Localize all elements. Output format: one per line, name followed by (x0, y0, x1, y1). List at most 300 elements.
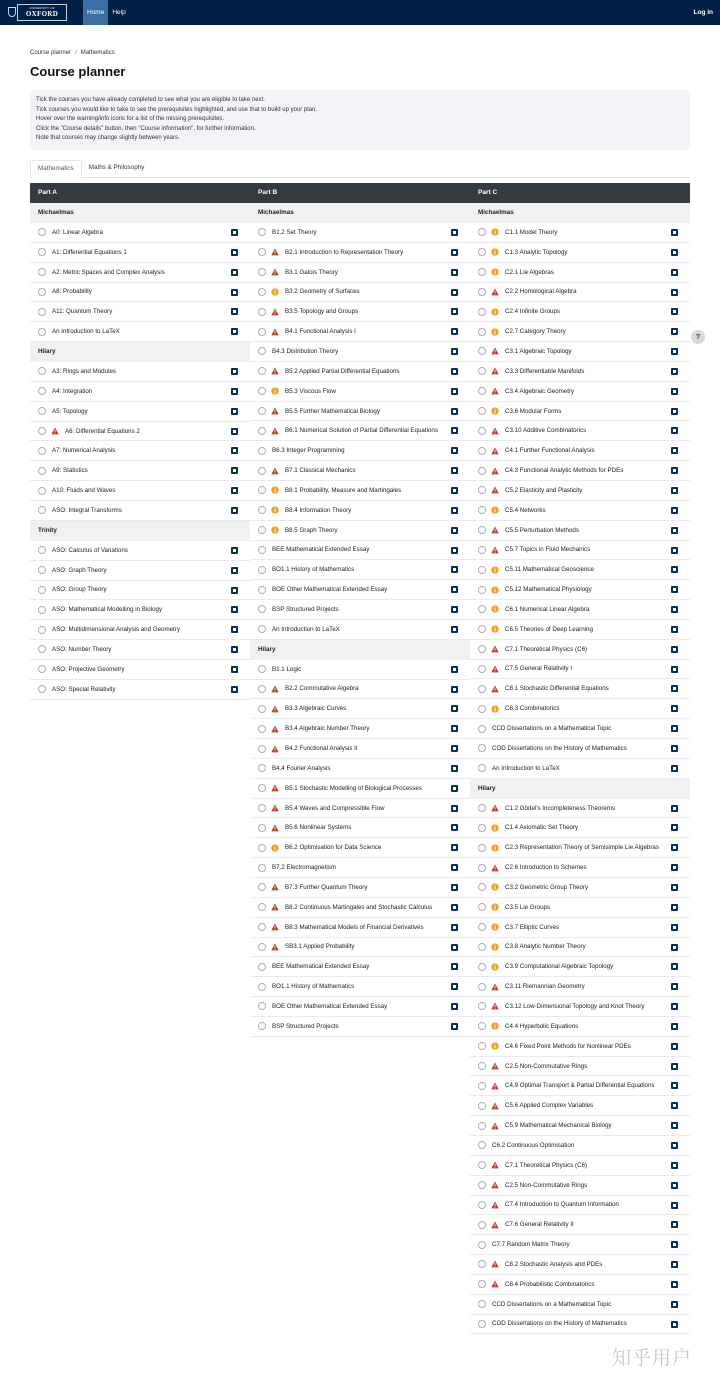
info-icon[interactable] (271, 486, 279, 494)
course-checkbox[interactable] (258, 407, 266, 415)
warning-icon[interactable] (271, 367, 279, 375)
course-details-button[interactable] (451, 408, 458, 415)
course-details-button[interactable] (451, 745, 458, 752)
warning-icon[interactable] (491, 447, 499, 455)
info-icon[interactable] (491, 963, 499, 971)
course-details-button[interactable] (671, 626, 678, 633)
info-icon[interactable] (491, 248, 499, 256)
course-details-button[interactable] (671, 447, 678, 454)
course-checkbox[interactable] (258, 804, 266, 812)
course-details-button[interactable] (671, 1221, 678, 1228)
course-checkbox[interactable] (478, 328, 486, 336)
course-checkbox[interactable] (258, 963, 266, 971)
course-details-button[interactable] (671, 1281, 678, 1288)
course-checkbox[interactable] (38, 506, 46, 514)
course-details-button[interactable] (671, 765, 678, 772)
course-details-button[interactable] (671, 229, 678, 236)
warning-icon[interactable] (491, 288, 499, 296)
course-checkbox[interactable] (38, 387, 46, 395)
course-checkbox[interactable] (258, 328, 266, 336)
warning-icon[interactable] (271, 268, 279, 276)
course-details-button[interactable] (671, 705, 678, 712)
course-checkbox[interactable] (258, 923, 266, 931)
course-checkbox[interactable] (478, 1161, 486, 1169)
info-icon[interactable] (271, 506, 279, 514)
course-checkbox[interactable] (478, 725, 486, 733)
course-details-button[interactable] (671, 467, 678, 474)
warning-icon[interactable] (491, 367, 499, 375)
warning-icon[interactable] (271, 824, 279, 832)
course-checkbox[interactable] (38, 586, 46, 594)
course-checkbox[interactable] (478, 467, 486, 475)
course-checkbox[interactable] (38, 467, 46, 475)
course-checkbox[interactable] (478, 387, 486, 395)
course-details-button[interactable] (231, 487, 238, 494)
course-checkbox[interactable] (478, 1022, 486, 1030)
course-checkbox[interactable] (258, 685, 266, 693)
warning-icon[interactable] (271, 725, 279, 733)
course-details-button[interactable] (451, 864, 458, 871)
course-checkbox[interactable] (478, 744, 486, 752)
course-checkbox[interactable] (38, 427, 46, 435)
course-details-button[interactable] (451, 527, 458, 534)
course-checkbox[interactable] (478, 1181, 486, 1189)
course-checkbox[interactable] (38, 407, 46, 415)
course-checkbox[interactable] (38, 487, 46, 495)
course-details-button[interactable] (671, 388, 678, 395)
course-details-button[interactable] (671, 884, 678, 891)
course-checkbox[interactable] (478, 605, 486, 613)
warning-icon[interactable] (491, 546, 499, 554)
course-details-button[interactable] (451, 725, 458, 732)
course-checkbox[interactable] (38, 308, 46, 316)
course-checkbox[interactable] (478, 1320, 486, 1328)
course-checkbox[interactable] (258, 288, 266, 296)
course-details-button[interactable] (451, 944, 458, 951)
course-checkbox[interactable] (478, 645, 486, 653)
course-details-button[interactable] (671, 586, 678, 593)
course-details-button[interactable] (671, 646, 678, 653)
course-details-button[interactable] (451, 328, 458, 335)
course-checkbox[interactable] (478, 1002, 486, 1010)
course-details-button[interactable] (451, 1003, 458, 1010)
info-icon[interactable] (271, 526, 279, 534)
course-details-button[interactable] (451, 765, 458, 772)
course-checkbox[interactable] (258, 725, 266, 733)
course-details-button[interactable] (451, 308, 458, 315)
course-checkbox[interactable] (38, 665, 46, 673)
course-checkbox[interactable] (258, 427, 266, 435)
course-checkbox[interactable] (38, 367, 46, 375)
course-checkbox[interactable] (478, 566, 486, 574)
course-details-button[interactable] (451, 963, 458, 970)
course-details-button[interactable] (231, 308, 238, 315)
course-details-button[interactable] (451, 805, 458, 812)
warning-icon[interactable] (491, 665, 499, 673)
course-details-button[interactable] (671, 408, 678, 415)
warning-icon[interactable] (491, 1082, 499, 1090)
warning-icon[interactable] (271, 308, 279, 316)
course-details-button[interactable] (671, 1241, 678, 1248)
course-checkbox[interactable] (478, 804, 486, 812)
info-icon[interactable] (491, 308, 499, 316)
course-checkbox[interactable] (478, 288, 486, 296)
course-details-button[interactable] (671, 904, 678, 911)
course-checkbox[interactable] (38, 645, 46, 653)
course-checkbox[interactable] (478, 407, 486, 415)
course-details-button[interactable] (451, 1023, 458, 1030)
course-checkbox[interactable] (38, 626, 46, 634)
course-checkbox[interactable] (258, 625, 266, 633)
course-details-button[interactable] (671, 527, 678, 534)
course-checkbox[interactable] (478, 764, 486, 772)
course-checkbox[interactable] (478, 447, 486, 455)
course-checkbox[interactable] (478, 546, 486, 554)
login-link[interactable]: Log in (693, 9, 713, 16)
course-checkbox[interactable] (478, 1141, 486, 1149)
course-details-button[interactable] (671, 1142, 678, 1149)
warning-icon[interactable] (271, 784, 279, 792)
course-checkbox[interactable] (478, 1042, 486, 1050)
course-details-button[interactable] (231, 606, 238, 613)
info-icon[interactable] (491, 903, 499, 911)
course-checkbox[interactable] (478, 248, 486, 256)
warning-icon[interactable] (491, 486, 499, 494)
course-details-button[interactable] (671, 1321, 678, 1328)
info-icon[interactable] (491, 1042, 499, 1050)
course-checkbox[interactable] (258, 248, 266, 256)
course-details-button[interactable] (451, 427, 458, 434)
nav-home[interactable]: Home (83, 0, 108, 25)
info-icon[interactable] (491, 268, 499, 276)
course-checkbox[interactable] (478, 923, 486, 931)
course-details-button[interactable] (671, 1043, 678, 1050)
warning-icon[interactable] (271, 943, 279, 951)
warning-icon[interactable] (491, 1002, 499, 1010)
course-details-button[interactable] (671, 963, 678, 970)
course-checkbox[interactable] (478, 943, 486, 951)
course-checkbox[interactable] (478, 1201, 486, 1209)
warning-icon[interactable] (491, 685, 499, 693)
course-details-button[interactable] (231, 368, 238, 375)
course-details-button[interactable] (671, 864, 678, 871)
course-checkbox[interactable] (478, 268, 486, 276)
course-checkbox[interactable] (478, 685, 486, 693)
course-details-button[interactable] (231, 249, 238, 256)
course-details-button[interactable] (671, 507, 678, 514)
info-icon[interactable] (271, 288, 279, 296)
course-details-button[interactable] (451, 904, 458, 911)
course-checkbox[interactable] (258, 745, 266, 753)
course-details-button[interactable] (671, 1102, 678, 1109)
warning-icon[interactable] (491, 1260, 499, 1268)
course-checkbox[interactable] (38, 248, 46, 256)
warning-icon[interactable] (51, 427, 59, 435)
course-checkbox[interactable] (38, 685, 46, 693)
course-details-button[interactable] (671, 1162, 678, 1169)
course-details-button[interactable] (451, 388, 458, 395)
info-icon[interactable] (491, 605, 499, 613)
course-details-button[interactable] (231, 587, 238, 594)
course-details-button[interactable] (231, 269, 238, 276)
warning-icon[interactable] (491, 467, 499, 475)
course-details-button[interactable] (231, 666, 238, 673)
course-details-button[interactable] (671, 427, 678, 434)
course-details-button[interactable] (671, 1023, 678, 1030)
warning-icon[interactable] (491, 1161, 499, 1169)
info-icon[interactable] (271, 844, 279, 852)
course-details-button[interactable] (231, 289, 238, 296)
course-details-button[interactable] (671, 1261, 678, 1268)
course-checkbox[interactable] (478, 705, 486, 713)
course-checkbox[interactable] (478, 844, 486, 852)
warning-icon[interactable] (271, 923, 279, 931)
warning-icon[interactable] (491, 1280, 499, 1288)
warning-icon[interactable] (271, 903, 279, 911)
course-checkbox[interactable] (478, 883, 486, 891)
course-details-button[interactable] (451, 824, 458, 831)
warning-icon[interactable] (491, 526, 499, 534)
course-details-button[interactable] (671, 685, 678, 692)
info-icon[interactable] (491, 407, 499, 415)
course-details-button[interactable] (671, 1122, 678, 1129)
course-details-button[interactable] (451, 983, 458, 990)
course-checkbox[interactable] (478, 1300, 486, 1308)
course-details-button[interactable] (451, 368, 458, 375)
course-checkbox[interactable] (258, 566, 266, 574)
course-details-button[interactable] (451, 606, 458, 613)
course-details-button[interactable] (451, 229, 458, 236)
warning-icon[interactable] (271, 407, 279, 415)
course-checkbox[interactable] (478, 228, 486, 236)
course-checkbox[interactable] (258, 387, 266, 395)
course-details-button[interactable] (451, 547, 458, 554)
course-details-button[interactable] (671, 1301, 678, 1308)
course-details-button[interactable] (671, 725, 678, 732)
course-details-button[interactable] (231, 567, 238, 574)
course-details-button[interactable] (451, 348, 458, 355)
course-details-button[interactable] (231, 646, 238, 653)
warning-icon[interactable] (491, 347, 499, 355)
course-details-button[interactable] (451, 447, 458, 454)
course-checkbox[interactable] (258, 784, 266, 792)
info-icon[interactable] (491, 844, 499, 852)
course-details-button[interactable] (671, 745, 678, 752)
course-details-button[interactable] (231, 447, 238, 454)
course-checkbox[interactable] (258, 526, 266, 534)
course-details-button[interactable] (671, 824, 678, 831)
course-details-button[interactable] (671, 547, 678, 554)
course-details-button[interactable] (451, 586, 458, 593)
info-icon[interactable] (491, 506, 499, 514)
course-checkbox[interactable] (258, 268, 266, 276)
warning-icon[interactable] (491, 1181, 499, 1189)
course-checkbox[interactable] (478, 864, 486, 872)
course-checkbox[interactable] (478, 347, 486, 355)
course-details-button[interactable] (671, 1182, 678, 1189)
tab-mathematics[interactable]: Mathematics (30, 160, 82, 179)
info-icon[interactable] (491, 328, 499, 336)
course-details-button[interactable] (451, 884, 458, 891)
course-details-button[interactable] (231, 626, 238, 633)
warning-icon[interactable] (491, 1122, 499, 1130)
help-button[interactable]: ? (691, 330, 705, 344)
course-checkbox[interactable] (478, 903, 486, 911)
course-checkbox[interactable] (478, 1260, 486, 1268)
course-checkbox[interactable] (478, 1102, 486, 1110)
course-details-button[interactable] (671, 1202, 678, 1209)
course-checkbox[interactable] (258, 367, 266, 375)
course-checkbox[interactable] (258, 983, 266, 991)
course-checkbox[interactable] (478, 983, 486, 991)
course-checkbox[interactable] (258, 903, 266, 911)
course-details-button[interactable] (671, 1063, 678, 1070)
course-checkbox[interactable] (258, 824, 266, 832)
warning-icon[interactable] (271, 467, 279, 475)
course-checkbox[interactable] (478, 586, 486, 594)
course-details-button[interactable] (671, 328, 678, 335)
course-details-button[interactable] (671, 348, 678, 355)
course-checkbox[interactable] (258, 844, 266, 852)
course-details-button[interactable] (451, 705, 458, 712)
course-details-button[interactable] (671, 269, 678, 276)
course-checkbox[interactable] (478, 1082, 486, 1090)
info-icon[interactable] (491, 923, 499, 931)
course-details-button[interactable] (451, 566, 458, 573)
course-checkbox[interactable] (258, 506, 266, 514)
warning-icon[interactable] (271, 427, 279, 435)
course-checkbox[interactable] (478, 824, 486, 832)
info-icon[interactable] (491, 824, 499, 832)
course-checkbox[interactable] (478, 963, 486, 971)
course-details-button[interactable] (671, 368, 678, 375)
course-details-button[interactable] (451, 844, 458, 851)
course-details-button[interactable] (671, 944, 678, 951)
course-checkbox[interactable] (478, 665, 486, 673)
course-checkbox[interactable] (38, 546, 46, 554)
course-details-button[interactable] (231, 229, 238, 236)
warning-icon[interactable] (271, 883, 279, 891)
info-icon[interactable] (491, 625, 499, 633)
warning-icon[interactable] (271, 685, 279, 693)
warning-icon[interactable] (271, 328, 279, 336)
course-details-button[interactable] (451, 249, 458, 256)
course-details-button[interactable] (451, 666, 458, 673)
warning-icon[interactable] (491, 983, 499, 991)
warning-icon[interactable] (491, 1221, 499, 1229)
nav-help[interactable]: Help (112, 9, 126, 16)
course-checkbox[interactable] (258, 1022, 266, 1030)
warning-icon[interactable] (491, 387, 499, 395)
course-details-button[interactable] (231, 328, 238, 335)
course-details-button[interactable] (671, 289, 678, 296)
course-details-button[interactable] (451, 507, 458, 514)
course-checkbox[interactable] (478, 1280, 486, 1288)
warning-icon[interactable] (271, 248, 279, 256)
course-details-button[interactable] (671, 606, 678, 613)
warning-icon[interactable] (271, 745, 279, 753)
course-details-button[interactable] (671, 249, 678, 256)
course-details-button[interactable] (231, 388, 238, 395)
warning-icon[interactable] (491, 864, 499, 872)
course-checkbox[interactable] (478, 308, 486, 316)
course-checkbox[interactable] (258, 605, 266, 613)
course-checkbox[interactable] (258, 883, 266, 891)
course-details-button[interactable] (451, 467, 458, 474)
course-checkbox[interactable] (258, 486, 266, 494)
course-details-button[interactable] (451, 785, 458, 792)
course-details-button[interactable] (671, 566, 678, 573)
course-checkbox[interactable] (478, 1062, 486, 1070)
course-details-button[interactable] (231, 686, 238, 693)
course-checkbox[interactable] (258, 705, 266, 713)
course-checkbox[interactable] (258, 347, 266, 355)
course-details-button[interactable] (671, 1003, 678, 1010)
course-details-button[interactable] (671, 666, 678, 673)
course-checkbox[interactable] (258, 764, 266, 772)
warning-icon[interactable] (491, 804, 499, 812)
course-details-button[interactable] (671, 844, 678, 851)
oxford-logo[interactable] (0, 0, 75, 25)
course-checkbox[interactable] (258, 447, 266, 455)
course-checkbox[interactable] (258, 308, 266, 316)
course-checkbox[interactable] (478, 367, 486, 375)
course-checkbox[interactable] (38, 606, 46, 614)
warning-icon[interactable] (491, 1201, 499, 1209)
tab-maths-philosophy[interactable]: Maths & Philosophy (88, 164, 145, 171)
course-details-button[interactable] (231, 428, 238, 435)
warning-icon[interactable] (491, 1102, 499, 1110)
course-checkbox[interactable] (478, 506, 486, 514)
course-checkbox[interactable] (258, 467, 266, 475)
course-checkbox[interactable] (478, 486, 486, 494)
course-checkbox[interactable] (478, 1122, 486, 1130)
course-checkbox[interactable] (38, 447, 46, 455)
info-icon[interactable] (491, 566, 499, 574)
info-icon[interactable] (491, 228, 499, 236)
course-checkbox[interactable] (258, 586, 266, 594)
course-checkbox[interactable] (478, 427, 486, 435)
course-details-button[interactable] (671, 1082, 678, 1089)
info-icon[interactable] (491, 943, 499, 951)
course-checkbox[interactable] (478, 1221, 486, 1229)
course-checkbox[interactable] (258, 1002, 266, 1010)
info-icon[interactable] (491, 586, 499, 594)
warning-icon[interactable] (491, 427, 499, 435)
warning-icon[interactable] (271, 804, 279, 812)
info-icon[interactable] (491, 883, 499, 891)
breadcrumb-course-planner[interactable]: Course planner (30, 50, 72, 56)
course-details-button[interactable] (671, 308, 678, 315)
course-details-button[interactable] (231, 547, 238, 554)
course-checkbox[interactable] (38, 268, 46, 276)
course-details-button[interactable] (231, 507, 238, 514)
course-details-button[interactable] (671, 805, 678, 812)
course-details-button[interactable] (451, 626, 458, 633)
course-checkbox[interactable] (478, 526, 486, 534)
course-details-button[interactable] (671, 924, 678, 931)
course-details-button[interactable] (231, 467, 238, 474)
course-checkbox[interactable] (258, 665, 266, 673)
course-checkbox[interactable] (38, 328, 46, 336)
course-details-button[interactable] (451, 487, 458, 494)
course-checkbox[interactable] (478, 625, 486, 633)
course-checkbox[interactable] (258, 546, 266, 554)
course-details-button[interactable] (451, 686, 458, 693)
warning-icon[interactable] (271, 705, 279, 713)
course-checkbox[interactable] (38, 228, 46, 236)
info-icon[interactable] (491, 705, 499, 713)
